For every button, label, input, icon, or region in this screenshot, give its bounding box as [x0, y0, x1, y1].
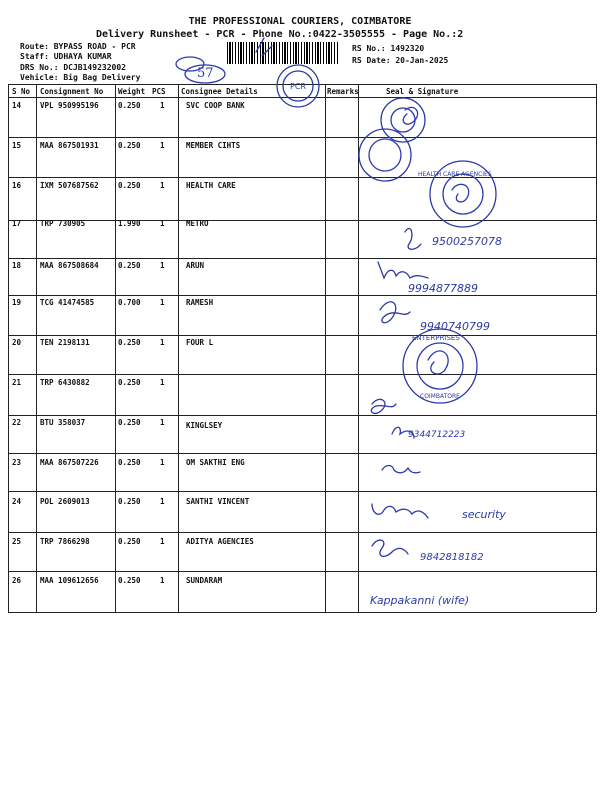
stamp-text: ENTERPRISES	[412, 334, 460, 342]
row-consignee: HEALTH CARE	[186, 181, 236, 190]
signature	[372, 504, 428, 518]
health-care-stamp-inner	[443, 174, 483, 214]
col-header-weight: Weight	[118, 87, 146, 96]
row-sno: 25	[12, 537, 22, 546]
row-sno: 24	[12, 497, 22, 506]
row-pcs: 1	[160, 576, 165, 585]
row-pcs: 1	[160, 497, 165, 506]
stamp-text: HEALTH CARE AGENCIES	[418, 171, 492, 178]
row-consignee: ARUN	[186, 261, 205, 270]
row-consignment: TRP 730905	[40, 219, 86, 228]
row-consignment: MAA 867501931	[40, 141, 99, 150]
row-weight: 0.250	[118, 418, 141, 427]
row-consignee: RAMESH	[186, 298, 214, 307]
col-header-remarks: Remarks	[327, 87, 359, 96]
row-weight: 0.250	[118, 537, 141, 546]
row-pcs: 1	[160, 537, 165, 546]
row-consignee: FOUR L	[186, 338, 214, 347]
signature	[428, 351, 448, 374]
row-pcs: 1	[160, 101, 165, 110]
row-consignee: SUNDARAM	[186, 576, 223, 585]
handwritten-note: security	[462, 508, 506, 521]
row-weight: 0.250	[118, 497, 141, 506]
row-sno: 17	[12, 219, 22, 228]
stamp-text: COIMBATORE	[420, 393, 460, 400]
handwritten-phone: 9344712223	[408, 430, 466, 440]
handwritten-circle	[185, 65, 225, 83]
round-stamp	[359, 129, 411, 181]
col-header-consignee: Consignee Details	[181, 87, 258, 96]
row-weight: 0.250	[118, 338, 141, 347]
drs-label: DRS No.: DCJB149232002	[20, 63, 126, 72]
rs-date: RS Date: 20-Jan-2025	[352, 56, 449, 65]
row-consignment: VPL 950995196	[40, 101, 99, 110]
row-sno: 18	[12, 261, 22, 270]
handwritten-phone: 9940740799	[420, 320, 490, 333]
rs-number: RS No.: 1492320	[352, 44, 425, 53]
row-sno: 15	[12, 141, 22, 150]
row-sno: 23	[12, 458, 22, 467]
vehicle-label: Vehicle: Big Bag Delivery	[20, 73, 141, 82]
row-pcs: 1	[160, 181, 165, 190]
row-consignment: TCG 41474585	[40, 298, 95, 307]
row-consignee: SVC COOP BANK	[186, 101, 245, 110]
col-header-sno: S No	[12, 87, 31, 96]
row-sno: 20	[12, 338, 22, 347]
signature	[382, 466, 420, 473]
handwritten-phone: 9500257078	[432, 235, 502, 248]
handwritten-count: 57	[197, 66, 214, 81]
signature	[405, 229, 421, 250]
row-consignee: METRO	[186, 219, 209, 228]
row-weight: 0.250	[118, 181, 141, 190]
route-label: Route: BYPASS ROAD - PCR	[20, 42, 136, 51]
row-consignment: POL 2609013	[40, 497, 90, 506]
row-consignment: MAA 867508684	[40, 261, 99, 270]
row-consignee: SANTHI VINCENT	[186, 497, 250, 506]
row-pcs: 1	[160, 298, 165, 307]
row-consignment: TRP 6430882	[40, 378, 90, 387]
tick-marks	[256, 38, 272, 56]
round-stamp-inner	[369, 139, 401, 171]
handwritten-circle	[176, 57, 204, 71]
row-pcs: 1	[160, 261, 165, 270]
runsheet-subtitle: Delivery Runsheet - PCR - Phone No.:0422-3505555 - Page No.:2	[96, 29, 464, 40]
row-pcs: 1	[160, 418, 165, 427]
row-consignee: MEMBER CIHTS	[186, 141, 241, 150]
handwritten-phone: 9842818182	[420, 552, 484, 563]
handwritten-signature: Kappakanni (wife)	[370, 594, 470, 607]
row-pcs: 1	[160, 338, 165, 347]
signature	[378, 262, 428, 278]
signature	[380, 302, 410, 323]
row-pcs: 1	[160, 141, 165, 150]
row-consignee: OM SAKTHI ENG	[186, 458, 245, 467]
row-consignment: TRP 7866298	[40, 537, 90, 546]
row-pcs: 1	[160, 458, 165, 467]
row-sno: 26	[12, 576, 22, 585]
signature	[452, 184, 469, 202]
company-title: THE PROFESSIONAL COURIERS, COIMBATORE	[188, 16, 412, 27]
row-consignee: KINGLSEY	[186, 421, 223, 430]
row-weight: 0.250	[118, 261, 141, 270]
row-weight: 0.250	[118, 378, 141, 387]
col-header-consignment: Consignment No	[40, 87, 104, 96]
col-header-pcs: PCS	[152, 87, 166, 96]
signature	[372, 540, 408, 556]
staff-label: Staff: UDHAYA KUMAR	[20, 52, 112, 61]
row-weight: 0.250	[118, 458, 141, 467]
row-consignment: TEN 2198131	[40, 338, 90, 347]
row-pcs: 1	[160, 378, 165, 387]
row-weight: 0.250	[118, 101, 141, 110]
col-header-signature: Seal & Signature	[386, 87, 459, 96]
stamp-text: PCR	[290, 82, 306, 91]
handwritten-phone: 9994877889	[408, 282, 478, 295]
row-sno: 21	[12, 378, 22, 387]
row-consignment: IXM 507687562	[40, 181, 99, 190]
row-consignment: MAA 109612656	[40, 576, 99, 585]
row-sno: 22	[12, 418, 22, 427]
row-weight: 0.700	[118, 298, 141, 307]
row-weight: 0.250	[118, 141, 141, 150]
row-sno: 14	[12, 101, 22, 110]
enterprises-stamp-inner	[417, 343, 463, 389]
row-sno: 19	[12, 298, 22, 307]
row-weight: 0.250	[118, 576, 141, 585]
row-consignment: MAA 867507226	[40, 458, 99, 467]
signature	[371, 399, 396, 413]
row-sno: 16	[12, 181, 22, 190]
row-pcs: 1	[160, 219, 165, 228]
row-weight: 1.990	[118, 219, 141, 228]
row-consignee: ADITYA AGENCIES	[186, 537, 254, 546]
row-consignment: BTU 358037	[40, 418, 86, 427]
